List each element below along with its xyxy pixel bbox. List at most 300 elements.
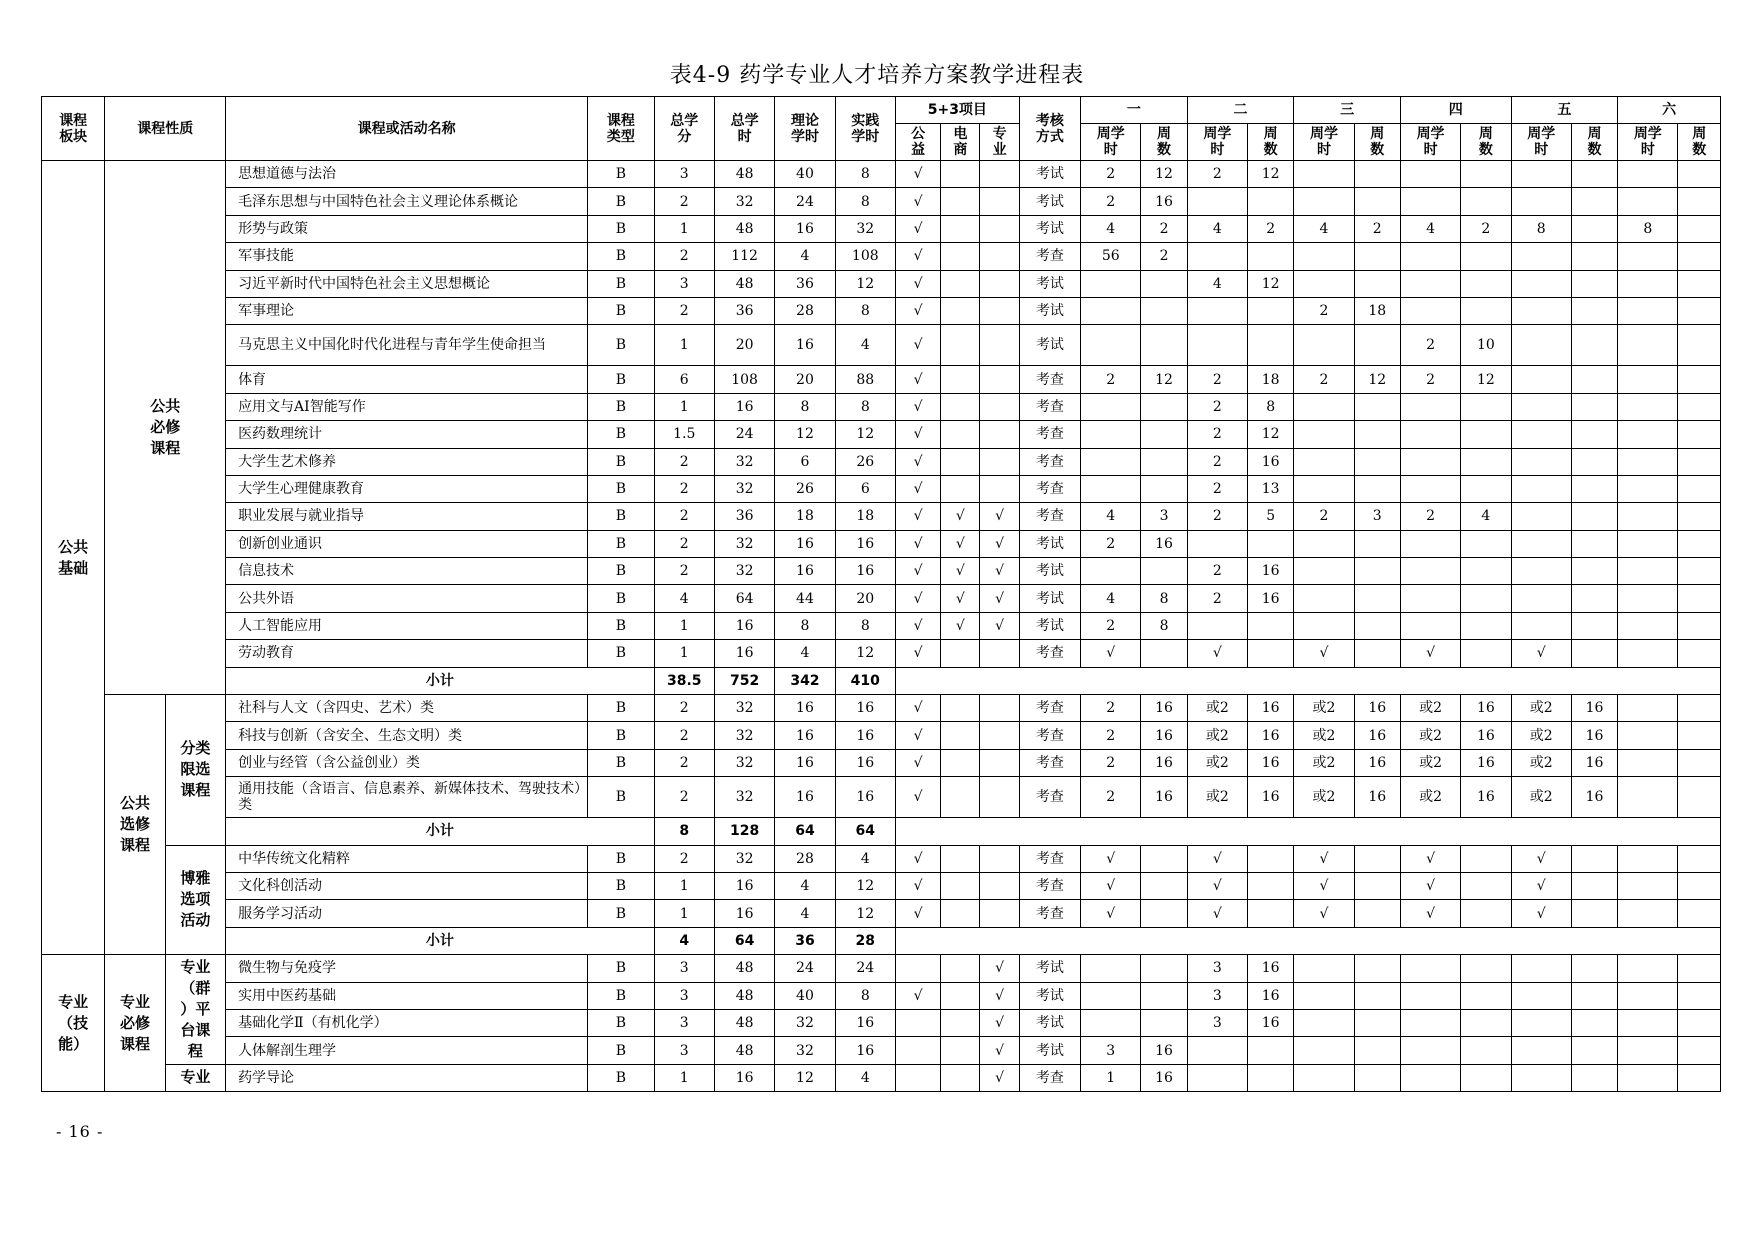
table-row (42, 585, 1721, 612)
semester-6-weeks (1678, 297, 1721, 324)
semester-1-weeks: 3 (1141, 503, 1187, 530)
semester-5-weeks (1571, 955, 1617, 982)
semester-1-weekly-hours: 1 (1081, 1064, 1141, 1091)
semester-5-weeks (1571, 325, 1617, 366)
semester-6-weeks (1678, 188, 1721, 215)
course-type: B (588, 475, 654, 502)
course-name: 医药数理统计 (226, 421, 588, 448)
project-public-mark: √ (895, 558, 940, 585)
semester-3-weekly-hours (1294, 1009, 1354, 1036)
course-credits: 1 (654, 872, 714, 899)
header-course-nature: 课程性质 (105, 97, 226, 161)
table-row (42, 188, 1721, 215)
semester-2-weeks (1248, 872, 1294, 899)
course-total-hours: 32 (714, 448, 774, 475)
course-practice-hours: 4 (835, 845, 895, 872)
table-row (42, 215, 1721, 242)
semester-5-weekly-hours (1511, 982, 1571, 1009)
project-public-mark: √ (895, 900, 940, 927)
semester-6-weekly-hours (1618, 900, 1678, 927)
course-theory-hours: 16 (775, 530, 835, 557)
course-theory-hours: 16 (775, 777, 835, 818)
semester-3-weeks (1354, 270, 1400, 297)
semester-2-weekly-hours: 或2 (1187, 695, 1247, 722)
semester-3-weeks (1354, 845, 1400, 872)
course-name: 体育 (226, 366, 588, 393)
course-type: B (588, 722, 654, 749)
semester-3-weekly-hours: 或2 (1294, 722, 1354, 749)
assessment-method: 考查 (1019, 1064, 1080, 1091)
semester-1-weekly-hours (1081, 955, 1141, 982)
assessment-method: 考查 (1019, 900, 1080, 927)
semester-2-weekly-hours: 3 (1187, 982, 1247, 1009)
semester-2-weekly-hours: 3 (1187, 1009, 1247, 1036)
semester-2-weeks: 16 (1248, 585, 1294, 612)
course-credits: 1 (654, 1064, 714, 1091)
semester-5-weeks: 16 (1571, 777, 1617, 818)
project-ecommerce-mark (941, 695, 980, 722)
semester-3-weekly-hours: √ (1294, 872, 1354, 899)
course-credits: 2 (654, 845, 714, 872)
project-public-mark (895, 1064, 940, 1091)
header-weeks: 周 数 (1354, 124, 1400, 161)
course-type: B (588, 366, 654, 393)
semester-1-weekly-hours (1081, 270, 1141, 297)
semester-3-weekly-hours (1294, 475, 1354, 502)
semester-6-weeks (1678, 900, 1721, 927)
semester-5-weeks (1571, 612, 1617, 639)
semester-5-weekly-hours (1511, 955, 1571, 982)
semester-6-weeks (1678, 640, 1721, 667)
semester-3-weeks (1354, 558, 1400, 585)
semester-4-weeks (1461, 955, 1511, 982)
project-major-mark (980, 900, 1019, 927)
semester-5-weeks: 16 (1571, 749, 1617, 776)
semester-3-weeks (1354, 982, 1400, 1009)
course-credits: 2 (654, 530, 714, 557)
assessment-method: 考查 (1019, 749, 1080, 776)
course-credits: 2 (654, 558, 714, 585)
project-public-mark: √ (895, 585, 940, 612)
course-total-hours: 16 (714, 612, 774, 639)
course-theory-hours: 16 (775, 695, 835, 722)
course-type: B (588, 1037, 654, 1064)
project-major-mark (980, 722, 1019, 749)
course-credits: 3 (654, 1037, 714, 1064)
semester-5-weekly-hours (1511, 1009, 1571, 1036)
project-ecommerce-mark (941, 188, 980, 215)
project-public-mark: √ (895, 503, 940, 530)
course-practice-hours: 88 (835, 366, 895, 393)
section-public-required: 公共 必修 课程 (105, 161, 226, 695)
semester-6-weekly-hours (1618, 558, 1678, 585)
assessment-method: 考查 (1019, 393, 1080, 420)
course-type: B (588, 845, 654, 872)
course-theory-hours: 18 (775, 503, 835, 530)
course-credits: 2 (654, 297, 714, 324)
header-weekly-hours: 周学 时 (1081, 124, 1141, 161)
subtotal-theory-hours: 342 (775, 667, 835, 694)
semester-2-weekly-hours: 2 (1187, 503, 1247, 530)
course-name: 人体解剖生理学 (226, 1037, 588, 1064)
table-row (42, 558, 1721, 585)
semester-6-weekly-hours (1618, 749, 1678, 776)
semester-2-weekly-hours: √ (1187, 900, 1247, 927)
table-row (42, 161, 1721, 188)
course-name: 服务学习活动 (226, 900, 588, 927)
semester-3-weekly-hours (1294, 243, 1354, 270)
subtotal-credits: 38.5 (654, 667, 714, 694)
semester-6-weekly-hours (1618, 640, 1678, 667)
semester-6-weeks (1678, 1064, 1721, 1091)
course-name: 应用文与AI智能写作 (226, 393, 588, 420)
semester-3-weeks (1354, 393, 1400, 420)
course-total-hours: 48 (714, 215, 774, 242)
project-public-mark: √ (895, 475, 940, 502)
assessment-method: 考查 (1019, 640, 1080, 667)
course-theory-hours: 32 (775, 1037, 835, 1064)
course-credits: 1 (654, 900, 714, 927)
course-practice-hours: 12 (835, 872, 895, 899)
course-type: B (588, 393, 654, 420)
semester-3-weekly-hours: √ (1294, 640, 1354, 667)
semester-3-weekly-hours (1294, 188, 1354, 215)
course-theory-hours: 44 (775, 585, 835, 612)
course-total-hours: 112 (714, 243, 774, 270)
semester-4-weekly-hours: 2 (1400, 503, 1460, 530)
semester-4-weekly-hours: √ (1400, 845, 1460, 872)
course-name: 药学导论 (226, 1064, 588, 1091)
course-total-hours: 16 (714, 1064, 774, 1091)
course-practice-hours: 8 (835, 297, 895, 324)
header-project-ecommerce: 电 商 (941, 124, 980, 161)
course-total-hours: 36 (714, 503, 774, 530)
semester-6-weeks (1678, 558, 1721, 585)
semester-4-weekly-hours: 或2 (1400, 749, 1460, 776)
semester-6-weeks (1678, 585, 1721, 612)
semester-6-weeks (1678, 270, 1721, 297)
course-total-hours: 32 (714, 777, 774, 818)
semester-1-weeks (1141, 448, 1187, 475)
semester-4-weeks: 16 (1461, 722, 1511, 749)
semester-6-weeks (1678, 955, 1721, 982)
semester-5-weeks (1571, 585, 1617, 612)
course-type: B (588, 900, 654, 927)
semester-6-weeks (1678, 393, 1721, 420)
course-theory-hours: 4 (775, 872, 835, 899)
course-theory-hours: 40 (775, 161, 835, 188)
semester-2-weekly-hours: 或2 (1187, 777, 1247, 818)
semester-4-weeks: 10 (1461, 325, 1511, 366)
header-semester-2: 二 (1187, 97, 1294, 124)
project-ecommerce-mark: √ (941, 503, 980, 530)
teaching-schedule-table (41, 96, 1721, 1092)
semester-5-weekly-hours: √ (1511, 872, 1571, 899)
project-ecommerce-mark (941, 1037, 980, 1064)
project-ecommerce-mark (941, 955, 980, 982)
table-row (42, 749, 1721, 776)
semester-5-weeks (1571, 393, 1617, 420)
header-weeks: 周 数 (1678, 124, 1721, 161)
header-course-block: 课程 板块 (42, 97, 105, 161)
semester-2-weeks: 12 (1248, 161, 1294, 188)
project-public-mark: √ (895, 695, 940, 722)
subtotal-theory-hours: 64 (775, 818, 835, 845)
semester-3-weekly-hours (1294, 161, 1354, 188)
course-credits: 3 (654, 955, 714, 982)
course-theory-hours: 6 (775, 448, 835, 475)
course-name: 微生物与免疫学 (226, 955, 588, 982)
course-type: B (588, 297, 654, 324)
semester-3-weekly-hours (1294, 955, 1354, 982)
semester-4-weeks: 16 (1461, 695, 1511, 722)
semester-3-weekly-hours (1294, 1037, 1354, 1064)
course-type: B (588, 421, 654, 448)
subtotal-row (42, 667, 1721, 694)
semester-3-weekly-hours: 2 (1294, 366, 1354, 393)
header-semester-1: 一 (1081, 97, 1188, 124)
subtotal-total-hours: 64 (714, 927, 774, 954)
course-practice-hours: 4 (835, 325, 895, 366)
project-public-mark: √ (895, 297, 940, 324)
semester-4-weekly-hours (1400, 1009, 1460, 1036)
header-weekly-hours: 周学 时 (1294, 124, 1354, 161)
project-ecommerce-mark (941, 297, 980, 324)
semester-1-weekly-hours: 4 (1081, 503, 1141, 530)
semester-6-weekly-hours (1618, 777, 1678, 818)
semester-4-weekly-hours (1400, 530, 1460, 557)
semester-1-weeks: 8 (1141, 612, 1187, 639)
semester-4-weeks (1461, 1009, 1511, 1036)
table-row (42, 722, 1721, 749)
semester-6-weekly-hours (1618, 188, 1678, 215)
semester-2-weekly-hours (1187, 612, 1247, 639)
semester-2-weekly-hours (1187, 1037, 1247, 1064)
project-ecommerce-mark (941, 215, 980, 242)
semester-3-weeks (1354, 530, 1400, 557)
course-practice-hours: 12 (835, 421, 895, 448)
semester-6-weekly-hours (1618, 243, 1678, 270)
table-row (42, 421, 1721, 448)
course-theory-hours: 20 (775, 366, 835, 393)
assessment-method: 考试 (1019, 530, 1080, 557)
semester-4-weekly-hours (1400, 1064, 1460, 1091)
semester-1-weeks: 16 (1141, 695, 1187, 722)
course-total-hours: 32 (714, 749, 774, 776)
semester-1-weeks (1141, 640, 1187, 667)
semester-5-weeks (1571, 900, 1617, 927)
course-total-hours: 32 (714, 722, 774, 749)
semester-2-weeks: 2 (1248, 215, 1294, 242)
course-total-hours: 16 (714, 640, 774, 667)
semester-2-weekly-hours: √ (1187, 845, 1247, 872)
semester-1-weeks (1141, 393, 1187, 420)
project-ecommerce-mark (941, 243, 980, 270)
semester-2-weekly-hours (1187, 325, 1247, 366)
project-public-mark: √ (895, 270, 940, 297)
table-row (42, 325, 1721, 366)
semester-1-weeks: 16 (1141, 530, 1187, 557)
semester-4-weekly-hours: 2 (1400, 366, 1460, 393)
table-row (42, 872, 1721, 899)
project-public-mark: √ (895, 640, 940, 667)
header-semester-3: 三 (1294, 97, 1401, 124)
semester-1-weeks (1141, 475, 1187, 502)
semester-4-weeks (1461, 393, 1511, 420)
header-project-major: 专 业 (980, 124, 1019, 161)
project-ecommerce-mark (941, 722, 980, 749)
semester-5-weeks (1571, 845, 1617, 872)
semester-1-weeks: 2 (1141, 215, 1187, 242)
course-theory-hours: 32 (775, 1009, 835, 1036)
course-name: 马克思主义中国化时代化进程与青年学生使命担当 (226, 325, 588, 366)
semester-5-weekly-hours (1511, 366, 1571, 393)
semester-5-weeks (1571, 215, 1617, 242)
semester-2-weeks: 13 (1248, 475, 1294, 502)
assessment-method: 考试 (1019, 297, 1080, 324)
semester-1-weekly-hours: √ (1081, 872, 1141, 899)
semester-4-weekly-hours: 或2 (1400, 722, 1460, 749)
semester-1-weeks: 16 (1141, 749, 1187, 776)
course-credits: 1 (654, 325, 714, 366)
project-ecommerce-mark (941, 325, 980, 366)
table-row (42, 845, 1721, 872)
semester-5-weeks (1571, 1064, 1617, 1091)
course-total-hours: 24 (714, 421, 774, 448)
semester-4-weeks (1461, 161, 1511, 188)
semester-3-weeks: 16 (1354, 749, 1400, 776)
course-type: B (588, 243, 654, 270)
subtotal-row (42, 818, 1721, 845)
semester-1-weeks (1141, 325, 1187, 366)
assessment-method: 考查 (1019, 503, 1080, 530)
semester-4-weekly-hours: √ (1400, 900, 1460, 927)
course-type: B (588, 161, 654, 188)
course-type: B (588, 749, 654, 776)
project-major-mark (980, 777, 1019, 818)
semester-4-weekly-hours (1400, 421, 1460, 448)
project-major-mark (980, 215, 1019, 242)
semester-2-weekly-hours: 3 (1187, 955, 1247, 982)
semester-5-weekly-hours (1511, 161, 1571, 188)
header-assessment: 考核 方式 (1019, 97, 1080, 161)
semester-1-weekly-hours: √ (1081, 640, 1141, 667)
semester-4-weeks (1461, 243, 1511, 270)
semester-6-weeks (1678, 530, 1721, 557)
course-theory-hours: 4 (775, 900, 835, 927)
assessment-method: 考试 (1019, 215, 1080, 242)
semester-5-weeks (1571, 640, 1617, 667)
semester-2-weeks: 16 (1248, 695, 1294, 722)
semester-3-weekly-hours (1294, 585, 1354, 612)
course-practice-hours: 6 (835, 475, 895, 502)
semester-4-weekly-hours (1400, 243, 1460, 270)
table-row (42, 1064, 1721, 1091)
semester-2-weekly-hours (1187, 530, 1247, 557)
semester-3-weekly-hours: 4 (1294, 215, 1354, 242)
project-ecommerce-mark (941, 270, 980, 297)
course-credits: 2 (654, 188, 714, 215)
semester-3-weeks (1354, 325, 1400, 366)
project-major-mark (980, 475, 1019, 502)
semester-3-weekly-hours (1294, 612, 1354, 639)
course-total-hours: 64 (714, 585, 774, 612)
semester-1-weekly-hours: 4 (1081, 585, 1141, 612)
semester-1-weekly-hours: √ (1081, 900, 1141, 927)
table-row (42, 1037, 1721, 1064)
semester-1-weekly-hours: 2 (1081, 188, 1141, 215)
semester-1-weekly-hours: 2 (1081, 749, 1141, 776)
course-credits: 2 (654, 777, 714, 818)
semester-4-weeks: 16 (1461, 749, 1511, 776)
course-credits: 2 (654, 448, 714, 475)
project-major-mark (980, 161, 1019, 188)
subtotal-blank (895, 818, 1720, 845)
semester-3-weeks (1354, 243, 1400, 270)
semester-1-weeks (1141, 1009, 1187, 1036)
project-ecommerce-mark (941, 640, 980, 667)
course-name: 劳动教育 (226, 640, 588, 667)
course-type: B (588, 982, 654, 1009)
semester-1-weekly-hours: 3 (1081, 1037, 1141, 1064)
section-broad-options: 博雅 选项 活动 (165, 845, 225, 955)
semester-6-weekly-hours (1618, 530, 1678, 557)
semester-1-weekly-hours (1081, 1009, 1141, 1036)
semester-5-weeks: 16 (1571, 722, 1617, 749)
course-practice-hours: 16 (835, 749, 895, 776)
course-credits: 1 (654, 393, 714, 420)
semester-2-weeks (1248, 297, 1294, 324)
semester-1-weeks: 8 (1141, 585, 1187, 612)
semester-4-weekly-hours (1400, 448, 1460, 475)
header-total-hours: 总学 时 (714, 97, 774, 161)
project-ecommerce-mark: √ (941, 585, 980, 612)
page-number: - 16 - (56, 1122, 104, 1141)
course-type: B (588, 558, 654, 585)
header-weekly-hours: 周学 时 (1187, 124, 1247, 161)
course-practice-hours: 18 (835, 503, 895, 530)
semester-3-weeks: 18 (1354, 297, 1400, 324)
semester-5-weekly-hours (1511, 448, 1571, 475)
semester-4-weeks: 16 (1461, 777, 1511, 818)
project-public-mark (895, 1009, 940, 1036)
semester-4-weeks: 4 (1461, 503, 1511, 530)
semester-1-weekly-hours (1081, 558, 1141, 585)
assessment-method: 考试 (1019, 188, 1080, 215)
semester-5-weekly-hours (1511, 1064, 1571, 1091)
semester-3-weeks (1354, 1009, 1400, 1036)
project-public-mark: √ (895, 749, 940, 776)
course-type: B (588, 955, 654, 982)
course-theory-hours: 8 (775, 612, 835, 639)
course-credits: 1 (654, 640, 714, 667)
semester-1-weeks (1141, 297, 1187, 324)
header-weekly-hours: 周学 时 (1511, 124, 1571, 161)
course-practice-hours: 12 (835, 270, 895, 297)
semester-1-weeks (1141, 872, 1187, 899)
course-theory-hours: 26 (775, 475, 835, 502)
semester-6-weeks (1678, 612, 1721, 639)
assessment-method: 考试 (1019, 612, 1080, 639)
semester-5-weeks (1571, 1009, 1617, 1036)
semester-2-weeks (1248, 845, 1294, 872)
semester-1-weeks (1141, 845, 1187, 872)
course-name: 基础化学Ⅱ（有机化学） (226, 1009, 588, 1036)
semester-1-weekly-hours (1081, 393, 1141, 420)
subtotal-practice-hours: 410 (835, 667, 895, 694)
semester-1-weekly-hours: 56 (1081, 243, 1141, 270)
header-weeks: 周 数 (1248, 124, 1294, 161)
